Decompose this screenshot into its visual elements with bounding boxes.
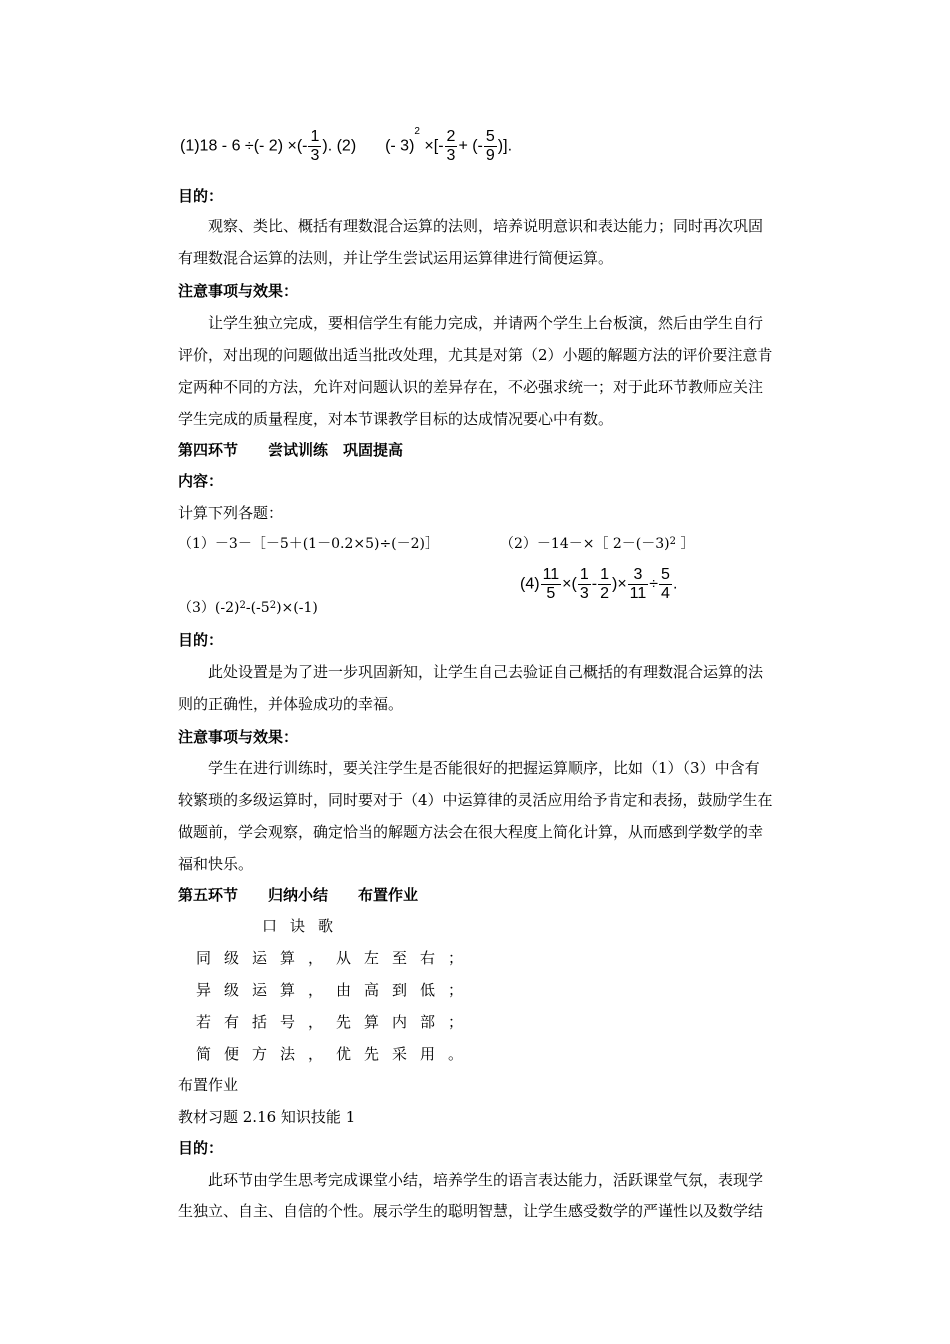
notes-heading: 注意事项与效果： [178,282,299,300]
poem-line: 异级运算，由高到低； [196,981,477,999]
purpose-heading: 目的： [178,631,224,649]
paragraph-line: 有理数混合运算的法则，并让学生尝试运用运算律进行简便运算。 [178,249,614,267]
paragraph-line: 生独立、自主、自信的个性。展示学生的聪明智慧，让学生感受数学的严谨性以及数学结 [178,1202,764,1220]
fraction: $\frac{5}{4}$ [661,566,670,602]
paragraph-line: 让学生独立完成，要相信学生有能力完成，并请两个学生上台板演，然后由学生自行 [208,314,764,332]
section-title-5: 第五环节 归纳小结 布置作业 [178,886,419,904]
paragraph-line: 此环节由学生思考完成课堂小结，培养学生的语言表达能力，活跃课堂气氛，表现学 [208,1171,764,1189]
paragraph-line: 此处设置是为了进一步巩固新知，让学生自己去验证自己概括的有理数混合运算的法 [208,663,764,681]
poem-line: 若有括号，先算内部； [196,1013,477,1031]
paragraph-line: 福和快乐。 [178,855,254,873]
fraction: $\frac{11}{5}$ [542,566,560,602]
section-title-4: 第四环节 尝试训练 巩固提高 [178,441,404,459]
question-4: (4) $\frac{11}{5}$ ×( $\frac{1}{3}$ - $\frac{1}{2}$ )× $\frac{3}{11}$ ÷ $\frac{5}{4}$ . [520,566,678,602]
purpose-heading: 目的： [178,187,224,205]
question-1: （1）－3－［－5＋(1－0.2×5)÷(－2)］ [178,536,440,552]
poem-line: 简便方法，优先采用。 [196,1045,477,1063]
question-3: $(3)(-2)^2-(-5^2)\times(-1)$ [178,600,318,616]
formula-text: (1)18 - 6 ÷(- 2) ×(- [180,137,308,155]
paragraph-line: 学生在进行训练时，要关注学生是否能很好的把握运算顺序，比如（1）（3）中含有 [208,759,760,777]
paragraph-line: 观察、类比、概括有理数混合运算的法则，培养说明意识和表达能力；同时再次巩固 [208,217,764,235]
fraction: $\frac{1}{3}$ [310,128,320,164]
fraction: $\frac{3}{11}$ [629,566,647,602]
fraction: $\frac{2}{3}$ [446,128,456,164]
purpose-heading: 目的： [178,1139,224,1157]
formula-line-1: (1)18 - 6 ÷(- 2) ×(- $\frac{1}{3}$ ). (2) (- 3)$^2$ ×[- $\frac{2}{3}$ + (- $\frac{5}{9}$ )]. [180,126,513,164]
paragraph-line: 学生完成的质量程度，对本节课教学目标的达成情况要心中有数。 [178,410,614,428]
paragraph-line: 则的正确性，并体验成功的幸福。 [178,695,404,713]
question-2: （2）－14－×［ $2-(-3)^2$ ］ [500,536,695,552]
fraction: $\frac{5}{9}$ [485,128,495,164]
notes-heading: 注意事项与效果： [178,728,299,746]
paragraph-line: 评价，对出现的问题做出适当批改处理，尤其是对第（2）小题的解题方法的评价要注意肯 [178,346,773,364]
poem-title: 口诀歌 [262,917,347,935]
homework-heading: 布置作业 [178,1076,239,1094]
paragraph-line: 做题前，学会观察，确定恰当的解题方法会在很大程度上简化计算，从而感到学数学的幸 [178,823,764,841]
fraction: $\frac{1}{3}$ [579,566,589,602]
homework-text: 教材习题 2.16 知识技能 1 [178,1108,356,1126]
poem-line: 同级运算，从左至右； [196,949,477,967]
paragraph-line: 较繁琐的多级运算时，同时要对于（4）中运算律的灵活应用给予肯定和表扬，鼓励学生在 [178,791,773,809]
paragraph-line: 定两种不同的方法，允许对问题认识的差异存在，不必强求统一；对于此环节教师应关注 [178,378,764,396]
task-intro: 计算下列各题： [178,504,284,522]
content-heading: 内容： [178,472,224,490]
fraction: $\frac{1}{2}$ [600,566,609,602]
